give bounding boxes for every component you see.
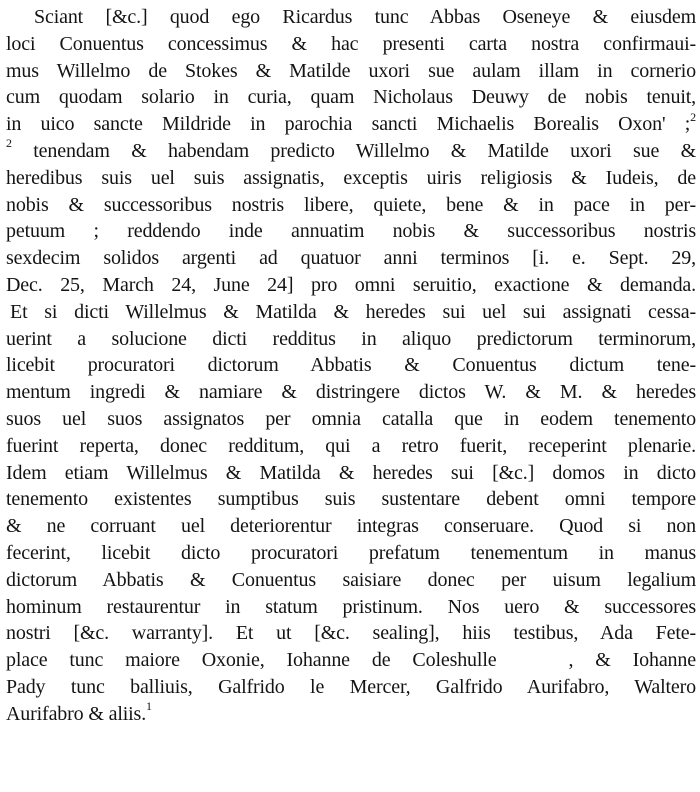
text-line-19: tenemento existentes sumptibus suis sustentare debent omni tempore xyxy=(6,488,696,511)
text-line-8: nobis & successoribus nostris libere, quiete, bene & in pace in per- xyxy=(6,193,696,216)
text-line-12: Et si dicti Willelmus & Matilda & heredes sui uel sui assignati cessa- xyxy=(10,300,696,323)
text-line-5 xyxy=(6,111,696,138)
text-line-13: uerint a solucione dicti redditus in aliquo predictorum terminorum, xyxy=(6,327,696,350)
text-line-11: Dec. 25, March 24, June 24] pro omni seruitio, exactione & demanda. xyxy=(6,273,696,296)
text-line-2: loci Conuentus concessimus & hac presenti carta nostra confirmaui- xyxy=(6,32,696,55)
text-line-9: petuum ; reddendo inde annuatim nobis & successoribus nostris xyxy=(6,220,696,243)
footnote-mark-2b: 2 xyxy=(6,137,12,151)
text-line-7: heredibus suis uel suis assignatis, exceptis uiris religiosis & Iudeis, de xyxy=(6,166,696,189)
text-line-18: Idem etiam Willelmus & Matilda & heredes sui [&c.] domos in dicto xyxy=(6,461,696,484)
text-line-10: sexdecim solidos argenti ad quatuor anni terminos [i. e. Sept. 29, xyxy=(6,247,696,270)
footnote-mark-2a: 2 xyxy=(690,111,696,124)
text-line-22: dictorum Abbatis & Conuentus saisiare donec per uisum legalium xyxy=(6,568,696,591)
text-line-16: suos uel suos assignatos per omnia catalla que in eodem tenemento xyxy=(6,407,696,430)
footnote-mark-1: 1 xyxy=(146,700,152,714)
text-line-25-part-2: , & Iohanne xyxy=(568,649,696,672)
text-line-25 xyxy=(6,647,696,674)
text-line-20: & ne corruant uel deteriorentur integras conseruare. Quod si non xyxy=(6,515,696,538)
text-line-3: mus Willelmo de Stokes & Matilde uxori sue aulam illam in cornerio xyxy=(6,59,696,82)
text-line-21: fecerint, licebit dicto procuratori prefatum tenementum in manus xyxy=(6,541,696,564)
text-line-27 xyxy=(6,701,696,728)
charter-text xyxy=(6,4,696,728)
text-line-6-body: tenendam & habendam predicto Willelmo & Matilde uxori sue & xyxy=(33,139,696,162)
text-line-25-part-1: place tunc maiore Oxonie, Iohanne de Coleshulle xyxy=(6,649,497,672)
text-line-27-body: Aurifabro & aliis. xyxy=(6,702,147,725)
text-line-6 xyxy=(6,138,696,165)
text-line-26: Pady tunc balliuis, Galfrido le Mercer, Galfrido Aurifabro, Waltero xyxy=(6,675,696,698)
text-line-24: nostri [&c. warranty]. Et ut [&c. sealing], hiis testibus, Ada Fete- xyxy=(6,622,696,645)
text-line-14: licebit procuratori dictorum Abbatis & Conuentus dictum tene- xyxy=(6,354,696,377)
text-line-1: Sciant [&c.] quod ego Ricardus tunc Abbas Oseneye & eiusdem xyxy=(34,6,696,28)
text-line-15: mentum ingredi & namiare & distringere dictos W. & M. & heredes xyxy=(6,381,696,404)
text-line-4: cum quodam solario in curia, quam Nicholaus Deuwy de nobis tenuit, xyxy=(6,86,696,109)
text-line-5-body: in uico sancte Mildride in parochia sancti Michaelis Borealis Oxon' ; xyxy=(6,113,691,136)
text-line-17: fuerint reperta, donec redditum, qui a retro fuerit, receperint plenarie. xyxy=(6,434,696,457)
text-line-23: hominum restaurentur in statum pristinum. Nos uero & successores xyxy=(6,595,696,618)
